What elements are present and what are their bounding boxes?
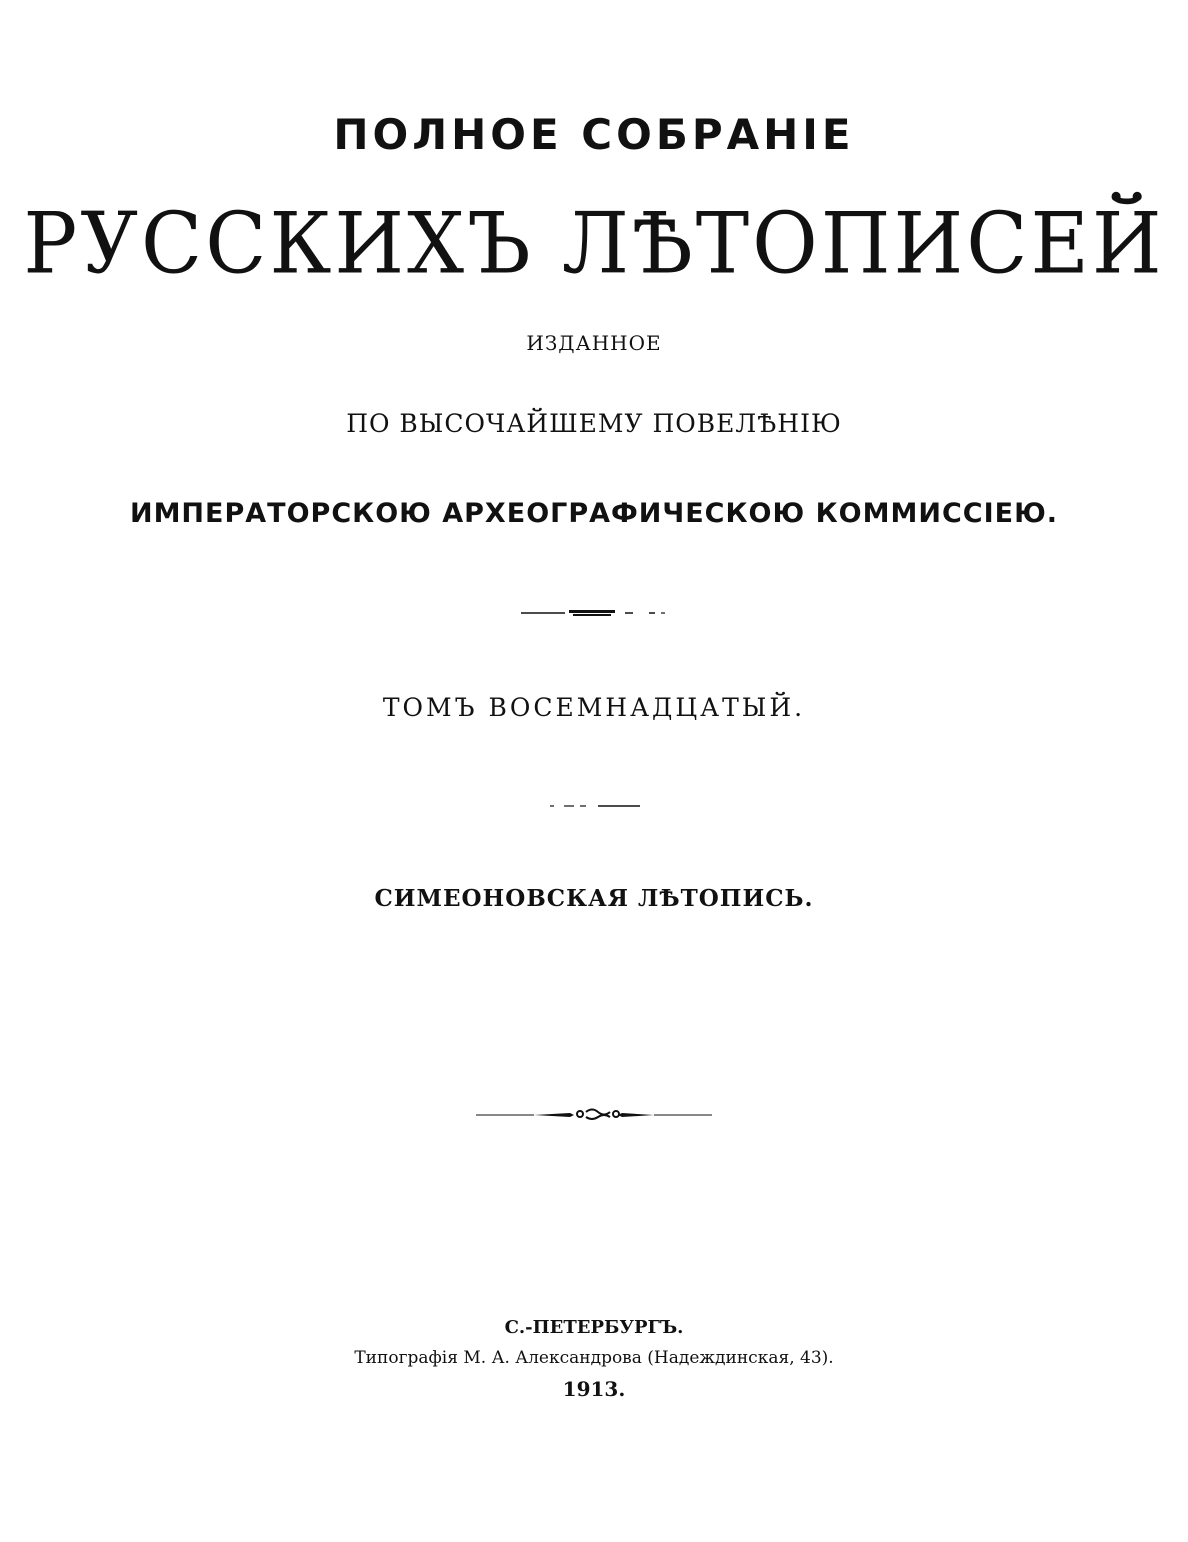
dash-rule-ornament: [0, 602, 1188, 622]
scroll-rule-icon: [474, 1103, 714, 1125]
commission-line: ИМПЕРАТОРСКОЮ АРХЕОГРАФИЧЕСКОЮ КОММИССІЕЮ.: [129, 498, 1059, 529]
volume-line: ТОМЪ ВОСЕМНАДЦАТЫЙ.: [382, 693, 806, 722]
main-title: РУССКИХЪ ЛѢТОПИСЕЙ: [23, 194, 1165, 293]
dash-rule-icon: [519, 602, 669, 622]
issued-line: ИЗДАННОЕ: [526, 331, 662, 355]
dash-rule-short-icon: [544, 796, 644, 816]
scroll-rule-ornament: [0, 1103, 1188, 1123]
imprint-press: Типографія М. А. Александрова (Надеждинская, 43).: [354, 1348, 834, 1368]
command-line: ПО ВЫСОЧАЙШЕМУ ПОВЕЛѢНІЮ: [346, 409, 842, 438]
chronicle-title: СИМЕОНОВСКАЯ ЛѢТОПИСЬ.: [374, 885, 814, 912]
imprint-city: С.-ПЕТЕРБУРГЪ.: [504, 1317, 684, 1338]
series-title: ПОЛНОЕ СОБРАНІЕ: [333, 110, 855, 159]
short-rule-ornament: [0, 796, 1188, 816]
imprint-year: 1913.: [562, 1377, 626, 1401]
